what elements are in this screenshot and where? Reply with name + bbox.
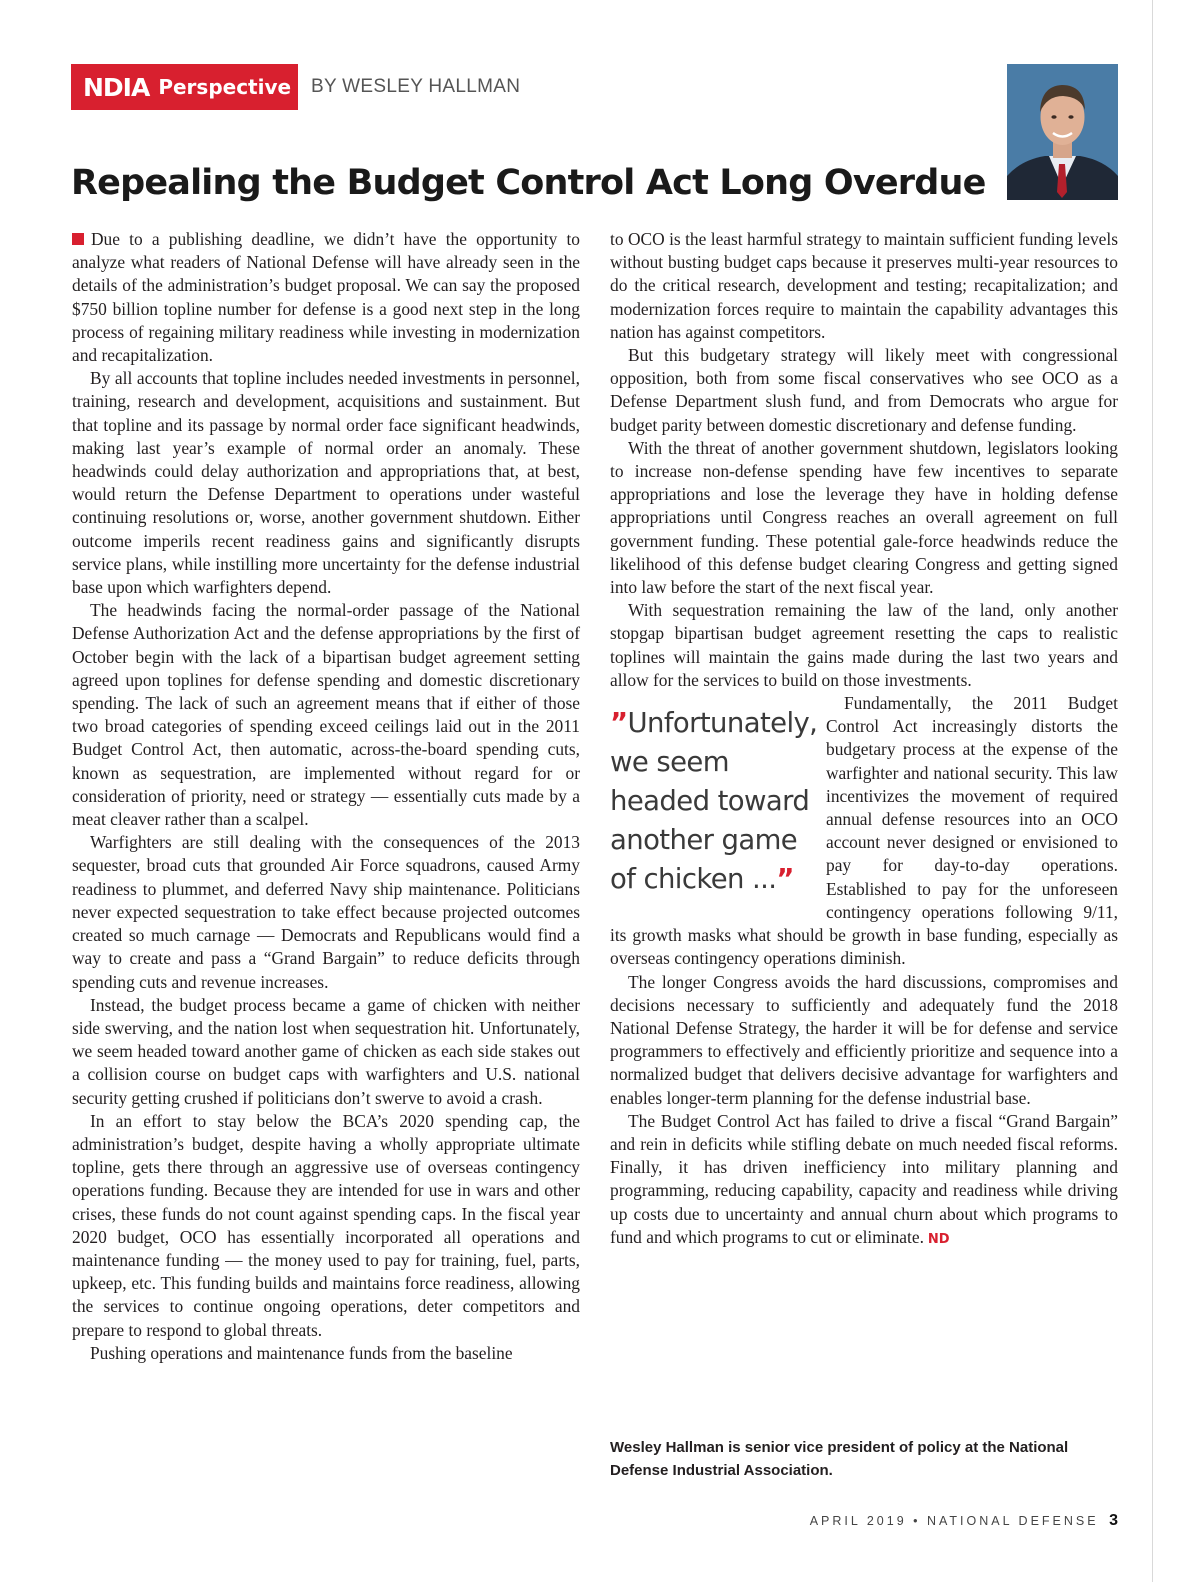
article-column-left xyxy=(72,228,580,1365)
article-paragraph: Instead, the budget process became a game of chicken with neither side swerving, and the nation lost when sequestration hit. Unfortunately, we seem headed toward another game of chicken as each side stakes out a collision course on budget caps with warfighters and U.S. national security getting crushed if politicians don’t swerve to avoid a crash. xyxy=(72,994,580,1108)
nd-end-mark: ND xyxy=(927,1231,950,1247)
ndia-perspective-badge xyxy=(71,64,298,110)
article-paragraph: In an effort to stay below the BCA’s 2020 spending cap, the administration’s budget, despite having a wholly appropriate ultimate topline, gets there through an aggressive use of overseas contingency operations funding. Because they are intended for use in wars and other crises, these funds do not count against spending caps. In the fiscal year 2020 budget, OCO has essentially incorporated all operations and maintenance funding — the money used to pay for training, fuel, parts, upkeep, etc. This funding builds and maintains force readiness, allowing the services to continue ongoing operations, deter competitors and prepare to respond to global threats. xyxy=(72,1110,580,1340)
article-paragraph: With sequestration remaining the law of the land, only another stopgap bipartisan budget agreement resetting the caps to realistic toplines will maintain the gains made during the last two years and allow for the services to build on those investments. xyxy=(610,600,1118,690)
article-paragraph: With the threat of another government shutdown, legislators looking to increase non-defense spending have few incentives to separate appropriations and lose the leverage they have in holding defense appropriations until Congress reaches an overall agreement on full government funding. These potential gale-force headwinds reduce the likelihood of this defense budget clearing Congress and getting signed into law before the start of the next fiscal year. xyxy=(610,437,1118,598)
issue-label: APRIL 2019 • NATIONAL DEFENSE xyxy=(809,1514,1099,1528)
article-paragraph: The longer Congress avoids the hard discussions, compromises and decisions necessary to sufficiently and adequately fund the 2018 National Defense Strategy, the harder it will be for defense and service programmers to effectively and efficiently prioritize and sequence into a normalized budget that delivers decisive advantage for warfighters and enables longer-term planning for the defense industrial base. xyxy=(610,971,1118,1108)
column-header xyxy=(71,64,520,110)
pull-quote xyxy=(610,692,818,919)
author-portrait-image xyxy=(1007,64,1118,200)
author-bio: Wesley Hallman is senior vice president of policy at the National Defense Industrial Association. xyxy=(610,1439,1069,1479)
paragraph-text: The Budget Control Act has failed to drive a fiscal “Grand Bargain” and rein in deficits while stifling debate on much needed fiscal reforms. Finally, it has driven inefficiency into military planning and programming, reducing capability, capacity and readiness while driving up costs due to uncertainty and annual churn about which programs to fund and which programs to cut or eliminate. xyxy=(610,1110,1118,1247)
article-paragraph: The headwinds facing the normal-order passage of the National Defense Authorization Act and the defense appropriations by the first of October begin with the lack of a bipartisan budget agreement setting agreed upon toplines for defense spending and domestic discretionary spending. The lack of such an agreement means that if either of those two broad categories of spending exceed ceilings laid out in the 2011 Budget Control Act, then automatic, across-the-board spending cuts, known as sequestration, are implemented without regard for or consideration of priority, need or strategy — essentially cuts made by a meat cleaver rather than a scalpel. xyxy=(72,600,580,830)
red-square-bullet-icon xyxy=(72,233,84,245)
article-paragraph: to OCO is the least harmful strategy to maintain sufficient funding levels without busting budget caps because it preserves multi-year resources to do the critical research, development and testing; recapitalization; and modernization forces require to maintain the capability advantages this nation has against competitors. xyxy=(610,229,1118,342)
article-column-right xyxy=(610,228,1118,1251)
article-paragraph: By all accounts that topline includes needed investments in personnel, training, research and development, acquisitions and sustainment. But that topline and its passage by normal order face significant headwinds, making last year’s example of normal order an anomaly. These headwinds could delay authorization and appropriations that, at best, would return the Defense Department to operations under wasteful continuing resolutions or, worse, another government shutdown. Either outcome imperils recent readiness gains and significantly disrupts service plans, while instilling more uncertainty for the defense industrial base upon which warfighters depend. xyxy=(72,368,580,598)
perspective-label: Perspective xyxy=(158,75,292,99)
ndia-logo: NDIA xyxy=(83,72,150,102)
pull-quote-open-mark: ” xyxy=(610,707,628,740)
article-paragraph xyxy=(610,1110,1118,1251)
author-photo xyxy=(1007,64,1118,200)
pull-quote-close-mark: ” xyxy=(776,863,794,896)
byline: BY WESLEY HALLMAN xyxy=(311,76,521,97)
paragraph-text: Due to a publishing deadline, we didn’t have the opportunity to analyze what readers of National Defense will have already seen in the details of the administration’s budget proposal. We can say the proposed $750 billion topline number for defense is a good next step in the long process of regaining military readiness while investing in modernization and recapitalization. xyxy=(72,229,580,366)
article-paragraph: Pushing operations and maintenance funds from the baseline xyxy=(90,1342,513,1363)
article-headline: Repealing the Budget Control Act Long Overdue xyxy=(71,163,986,203)
page-footer xyxy=(810,1512,1118,1530)
page-edge-rule xyxy=(1152,0,1153,1582)
pull-quote-text: Unfortunately, we seem headed toward another game of chicken ... xyxy=(610,707,818,896)
article-paragraph xyxy=(72,228,580,367)
page-number: 3 xyxy=(1109,1512,1118,1529)
article-paragraph: Warfighters are still dealing with the consequences of the 2013 sequester, broad cuts that grounded Air Force squadrons, caused Army readiness to plummet, and deferred Navy ship maintenance. Politicians never expected sequestration to take effect because projected outcomes created so much carnage — Democrats and Republicans would find a way to create and pass a “Grand Bargain” to reduce deficits through spending cuts and revenue increases. xyxy=(72,832,580,992)
article-paragraph: But this budgetary strategy will likely meet with congressional opposition, both from some fiscal conservatives who see OCO as a Defense Department slush fund, and from Democrats who argue for budget parity between domestic discretionary and defense funding. xyxy=(610,345,1118,435)
article-paragraph: Fundamentally, the 2011 Budget Control Act increasingly distorts the budgetary process at the expense of the warfighter and national security. This law incentivizes the movement of required annual defense resources into an OCO account never designed or envisioned to pay for day-to-day operations. Established to pay for the unforeseen contingency operations following 9/11, its growth masks what should be growth in base funding, especially as overseas contingency operations diminish. xyxy=(610,693,1118,969)
